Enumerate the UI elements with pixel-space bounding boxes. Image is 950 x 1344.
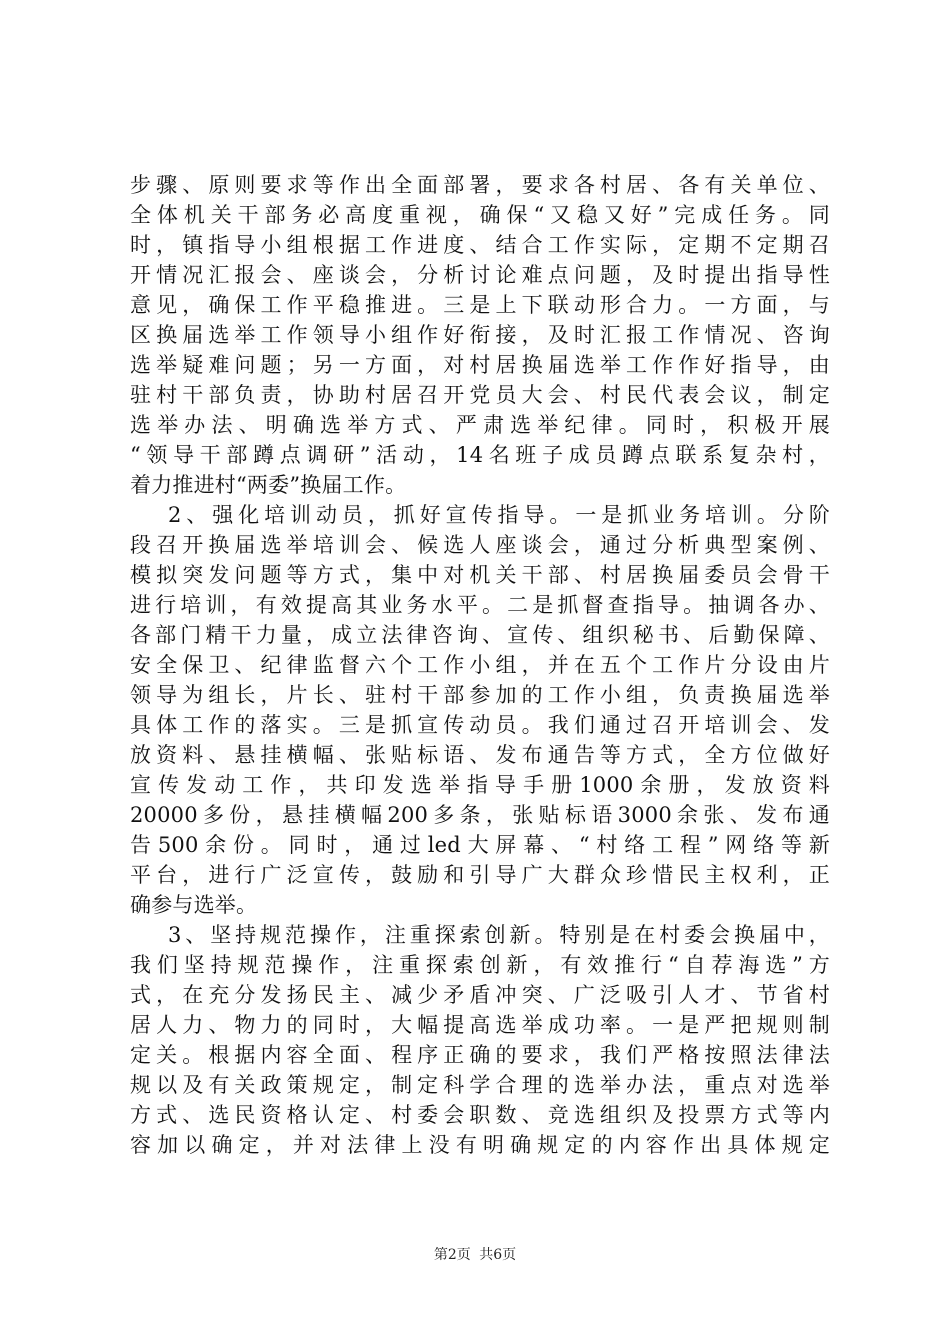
text-line-11: 着力推进村“两委”换届工作。 [130,473,407,497]
page-number: 第2页 [433,1247,471,1263]
text-line-7: 选举疑难问题；另一方面，对村居换届选举工作作好指导，由 [130,353,830,377]
text-line-5: 意见，确保工作平稳推进。三是上下联动形合力。一方面，与 [130,293,830,317]
text-line-19: 具体工作的落实。三是抓宣传动员。我们通过召开培训会、发 [130,713,830,737]
text-line-6: 区换届选举工作领导小组作好衔接，及时汇报工作情况、咨询 [130,323,830,347]
text-line-15: 进行培训，有效提高其业务水平。二是抓督查指导。抽调各办、 [130,593,830,617]
text-line-31: 规以及有关政策规定，制定科学合理的选举办法，重点对选举 [130,1073,830,1097]
text-line-18: 领导为组长，片长、驻村干部参加的工作小组，负责换届选举 [130,683,830,707]
page-total: 共6页 [479,1247,517,1263]
text-line-8: 驻村干部负责，协助村居召开党员大会、村民代表会议，制定 [130,383,830,407]
text-line-4: 开情况汇报会、座谈会，分析讨论难点问题，及时提出指导性 [130,263,830,287]
document-body [130,170,830,1160]
text-line-1: 步骤、原则要求等作出全面部署，要求各村居、各有关单位、 [130,173,830,197]
text-line-2: 全体机关干部务必高度重视，确保“又稳又好”完成任务。同 [130,203,830,227]
text-line-22: 20000多份，悬挂横幅200多条，张贴标语3000余张、发布通 [130,803,830,827]
text-line-27: 我们坚持规范操作，注重探索创新，有效推行“自荐海选”方 [130,953,830,977]
text-line-30: 定关。根据内容全面、程序正确的要求，我们严格按照法律法 [130,1043,830,1067]
text-line-20: 放资料、悬挂横幅、张贴标语、发布通告等方式，全方位做好 [130,743,830,767]
text-line-16: 各部门精干力量，成立法律咨询、宣传、组织秘书、后勤保障、 [130,623,830,647]
text-line-24: 平台，进行广泛宣传，鼓励和引导广大群众珍惜民主权利，正 [130,863,830,887]
text-line-29: 居人力、物力的同时，大幅提高选举成功率。一是严把规则制 [130,1013,830,1037]
text-line-9: 选举办法、明确选举方式、严肃选举纪律。同时，积极开展 [130,413,830,437]
text-line-28: 式，在充分发扬民主、减少矛盾冲突、广泛吸引人才、节省村 [130,983,830,1007]
text-line-13: 段召开换届选举培训会、候选人座谈会，通过分析典型案例、 [130,533,830,557]
text-line-10: “领导干部蹲点调研”活动，14名班子成员蹲点联系复杂村， [130,443,830,467]
text-line-12: 2、强化培训动员，抓好宣传指导。一是抓业务培训。分阶 [168,503,830,527]
text-line-32: 方式、选民资格认定、村委会职数、竞选组织及投票方式等内 [130,1103,830,1127]
text-line-23: 告500余份。同时，通过led大屏幕、“村络工程”网络等新 [130,833,830,857]
text-line-17: 安全保卫、纪律监督六个工作小组，并在五个工作片分设由片 [130,653,830,677]
text-line-26: 3、坚持规范操作，注重探索创新。特别是在村委会换届中， [168,923,830,947]
text-line-33: 容加以确定，并对法律上没有明确规定的内容作出具体规定 [130,1133,830,1157]
page-footer [0,1245,950,1265]
text-line-3: 时，镇指导小组根据工作进度、结合工作实际，定期不定期召 [130,233,830,257]
text-line-21: 宣传发动工作，共印发选举指导手册1000余册，发放资料 [130,773,830,797]
text-line-25: 确参与选举。 [130,893,258,917]
text-line-14: 模拟突发问题等方式，集中对机关干部、村居换届委员会骨干 [130,563,830,587]
